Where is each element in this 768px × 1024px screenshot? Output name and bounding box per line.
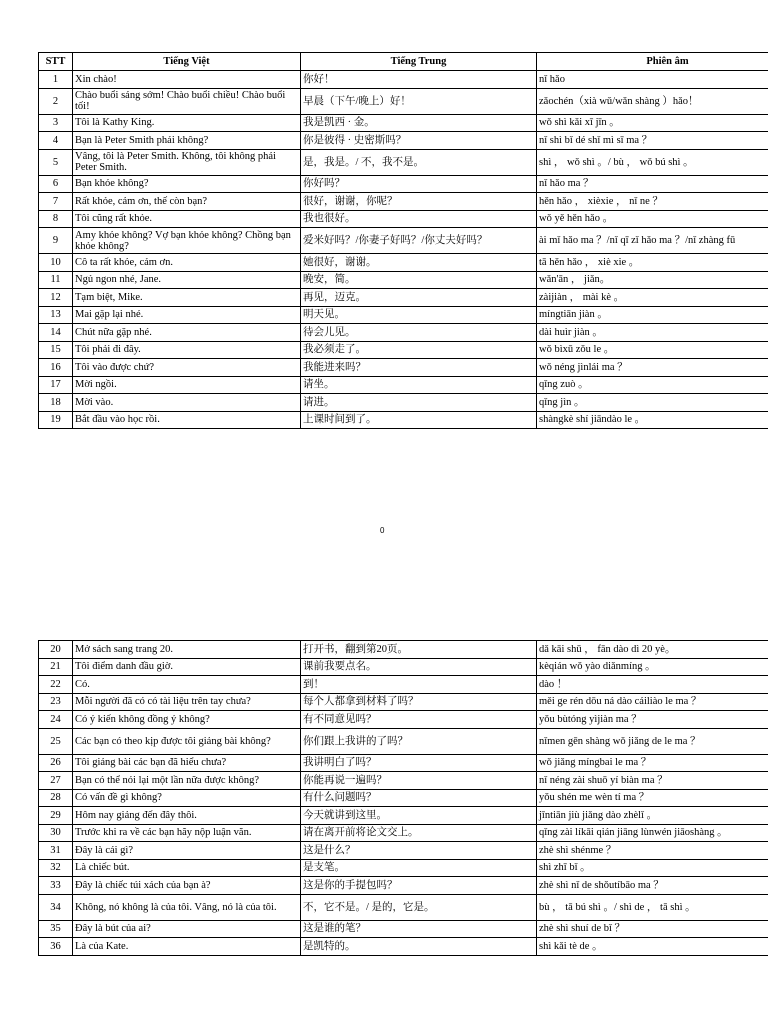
table-row (39, 676, 768, 694)
table-row (39, 658, 768, 676)
cell-tieng-trung: 请进。 (301, 394, 537, 412)
phrase-table-2 (38, 640, 768, 956)
table-row (39, 228, 768, 254)
cell-tieng-trung: 我必须走了。 (301, 341, 537, 359)
cell-phien-am: hěn hǎo ， xièxie ， nǐ ne ？ (537, 193, 768, 211)
cell-phien-am: zhè shì shuí de bǐ ？ (537, 920, 768, 938)
table-row (39, 149, 768, 175)
header-tieng-viet: Tiếng Việt (73, 53, 301, 71)
cell-phien-am: wǒ shì kǎi xī jīn 。 (537, 114, 768, 132)
cell-stt: 6 (39, 175, 73, 193)
cell-stt: 29 (39, 807, 73, 825)
table-row (39, 920, 768, 938)
cell-tieng-viet: Xin chào! (73, 71, 301, 89)
cell-tieng-trung: 今天就讲到这里。 (301, 807, 537, 825)
cell-tieng-trung: 打开书，翻到第20页。 (301, 641, 537, 659)
cell-stt: 20 (39, 641, 73, 659)
cell-phien-am: shì ， wǒ shì 。/ bù ， wǒ bú shì 。 (537, 149, 768, 175)
cell-stt: 22 (39, 676, 73, 694)
table-row (39, 132, 768, 150)
cell-tieng-viet: Chút nữa gặp nhé. (73, 324, 301, 342)
cell-tieng-trung: 请坐。 (301, 376, 537, 394)
cell-stt: 12 (39, 289, 73, 307)
cell-stt: 21 (39, 658, 73, 676)
cell-phien-am: qǐng jìn 。 (537, 394, 768, 412)
cell-phien-am: wǎn'ān ， jiǎn。 (537, 271, 768, 289)
cell-tieng-viet: Đây là bút của ai? (73, 920, 301, 938)
table-row (39, 88, 768, 114)
phrase-table-1 (38, 52, 768, 429)
cell-stt: 8 (39, 210, 73, 228)
cell-stt: 5 (39, 149, 73, 175)
cell-phien-am: yǒu bùtóng yìjiàn ma ？ (537, 711, 768, 729)
cell-stt: 10 (39, 254, 73, 272)
table-row (39, 938, 768, 956)
table-row (39, 859, 768, 877)
table-row (39, 877, 768, 895)
cell-phien-am: qǐng zài líkāi qián jiāng lùnwén jiāoshàng 。 (537, 824, 768, 842)
cell-phien-am: wǒ yě hěn hǎo 。 (537, 210, 768, 228)
cell-phien-am: dǎ kāi shū ， fān dào dì 20 yè。 (537, 641, 768, 659)
cell-stt: 4 (39, 132, 73, 150)
cell-tieng-viet: Amy khỏe không? Vợ bạn khỏe không? Chồng bạn khỏe không? (73, 228, 301, 254)
cell-phien-am: nǐ néng zài shuō yí biàn ma ？ (537, 772, 768, 790)
cell-stt: 34 (39, 894, 73, 920)
cell-tieng-viet: Có vấn đề gì không? (73, 789, 301, 807)
cell-stt: 2 (39, 88, 73, 114)
cell-tieng-viet: Là của Kate. (73, 938, 301, 956)
cell-stt: 15 (39, 341, 73, 359)
cell-tieng-viet: Các bạn có theo kịp được tôi giảng bài không? (73, 728, 301, 754)
cell-stt: 25 (39, 728, 73, 754)
table-row (39, 271, 768, 289)
cell-tieng-trung: 是，我是。/ 不，我不是。 (301, 149, 537, 175)
header-stt: STT (39, 53, 73, 71)
cell-phien-am: zhè shì shénme ？ (537, 842, 768, 860)
cell-phien-am: shì zhī bǐ 。 (537, 859, 768, 877)
cell-phien-am: wǒ jiǎng míngbai le ma ？ (537, 754, 768, 772)
cell-phien-am: dài huìr jiàn 。 (537, 324, 768, 342)
cell-tieng-viet: Đây là chiếc túi xách của bạn à? (73, 877, 301, 895)
cell-stt: 31 (39, 842, 73, 860)
cell-stt: 7 (39, 193, 73, 211)
cell-tieng-trung: 待会儿见。 (301, 324, 537, 342)
cell-phien-am: měi ge rén dōu ná dào cáiliào le ma ？ (537, 693, 768, 711)
cell-phien-am: míngtiān jiàn 。 (537, 306, 768, 324)
cell-stt: 33 (39, 877, 73, 895)
table-row (39, 394, 768, 412)
cell-tieng-viet: Tôi phải đi đây. (73, 341, 301, 359)
cell-phien-am: ài mǐ hǎo ma ？/nǐ qī zǐ hǎo ma ？/nǐ zhàng fū (537, 228, 768, 254)
cell-stt: 36 (39, 938, 73, 956)
cell-phien-am: zhè shì nǐ de shǒutíbāo ma ？ (537, 877, 768, 895)
table-row (39, 359, 768, 377)
cell-tieng-trung: 是凯特的。 (301, 938, 537, 956)
table-row (39, 411, 768, 429)
cell-tieng-viet: Cô ta rất khỏe, cảm ơn. (73, 254, 301, 272)
cell-tieng-viet: Tôi giảng bài các bạn đã hiểu chưa? (73, 754, 301, 772)
cell-phien-am: bù ， tā bú shì 。/ shì de ， tā shì 。 (537, 894, 768, 920)
table-row (39, 193, 768, 211)
cell-stt: 11 (39, 271, 73, 289)
cell-stt: 30 (39, 824, 73, 842)
cell-phien-am: tā hěn hǎo ， xiè xie 。 (537, 254, 768, 272)
cell-tieng-trung: 每个人都拿到材料了吗？ (301, 693, 537, 711)
cell-stt: 16 (39, 359, 73, 377)
cell-tieng-trung: 你是彼得 · 史密斯吗？ (301, 132, 537, 150)
table-row (39, 210, 768, 228)
header-phien-am: Phiên âm (537, 53, 768, 71)
cell-stt: 13 (39, 306, 73, 324)
cell-tieng-trung: 晚安，简。 (301, 271, 537, 289)
cell-tieng-trung: 爱米好吗？/你妻子好吗？/你丈夫好吗？ (301, 228, 537, 254)
cell-stt: 17 (39, 376, 73, 394)
cell-stt: 35 (39, 920, 73, 938)
table-row (39, 693, 768, 711)
cell-tieng-trung: 早晨（下午/晚上）好！ (301, 88, 537, 114)
cell-stt: 9 (39, 228, 73, 254)
cell-phien-am: dào ！ (537, 676, 768, 694)
cell-phien-am: kèqián wǒ yào diǎnmíng 。 (537, 658, 768, 676)
cell-tieng-viet: Đây là cái gì? (73, 842, 301, 860)
cell-tieng-viet: Là chiếc bút. (73, 859, 301, 877)
cell-tieng-trung: 我能进来吗？ (301, 359, 537, 377)
cell-phien-am: nǐ shì bǐ dé shǐ mì sī ma ？ (537, 132, 768, 150)
cell-stt: 1 (39, 71, 73, 89)
cell-tieng-viet: Hôm nay giảng đến đây thôi. (73, 807, 301, 825)
cell-tieng-trung: 她很好，谢谢。 (301, 254, 537, 272)
cell-tieng-trung: 到！ (301, 676, 537, 694)
table-row (39, 71, 768, 89)
cell-tieng-trung: 你好！ (301, 71, 537, 89)
cell-tieng-viet: Bạn là Peter Smith phải không? (73, 132, 301, 150)
cell-stt: 24 (39, 711, 73, 729)
table-row (39, 842, 768, 860)
cell-tieng-viet: Rất khỏe, cảm ơn, thế còn bạn? (73, 193, 301, 211)
header-tieng-trung: Tiếng Trung (301, 53, 537, 71)
cell-tieng-trung: 你好吗？ (301, 175, 537, 193)
cell-tieng-viet: Có ý kiến không đồng ý không? (73, 711, 301, 729)
table-row (39, 772, 768, 790)
cell-tieng-viet: Mời vào. (73, 394, 301, 412)
cell-tieng-viet: Vâng, tôi là Peter Smith. Không, tôi không phải Peter Smith. (73, 149, 301, 175)
table-row (39, 341, 768, 359)
cell-tieng-viet: Bắt đầu vào học rồi. (73, 411, 301, 429)
table-row (39, 641, 768, 659)
cell-tieng-trung: 你能再说一遍吗？ (301, 772, 537, 790)
cell-tieng-viet: Trước khi ra về các bạn hãy nộp luận văn. (73, 824, 301, 842)
cell-phien-am: wǒ bìxū zǒu le 。 (537, 341, 768, 359)
table-row (39, 824, 768, 842)
cell-stt: 14 (39, 324, 73, 342)
cell-phien-am: wǒ néng jìnlái ma ？ (537, 359, 768, 377)
cell-phien-am: shàngkè shí jiāndào le 。 (537, 411, 768, 429)
cell-tieng-viet: Ngủ ngon nhé, Jane. (73, 271, 301, 289)
cell-tieng-viet: Không, nó không là của tôi. Vâng, nó là của tôi. (73, 894, 301, 920)
cell-phien-am: qǐng zuò 。 (537, 376, 768, 394)
cell-stt: 28 (39, 789, 73, 807)
table-row (39, 789, 768, 807)
table-row (39, 754, 768, 772)
table-row (39, 306, 768, 324)
cell-phien-am: zǎochén（xià wǔ/wǎn shàng ）hǎo！ (537, 88, 768, 114)
cell-tieng-viet: Có. (73, 676, 301, 694)
table-row (39, 114, 768, 132)
cell-tieng-viet: Mỗi người đã có có tài liệu trên tay chưa? (73, 693, 301, 711)
cell-tieng-trung: 你们跟上我讲的了吗？ (301, 728, 537, 754)
cell-tieng-trung: 请在离开前将论文交上。 (301, 824, 537, 842)
cell-stt: 18 (39, 394, 73, 412)
table-header-row (39, 53, 768, 71)
cell-phien-am: shì kǎi tè de 。 (537, 938, 768, 956)
cell-tieng-viet: Bạn khỏe không? (73, 175, 301, 193)
cell-stt: 23 (39, 693, 73, 711)
cell-tieng-trung: 这是谁的笔？ (301, 920, 537, 938)
cell-tieng-viet: Bạn có thể nói lại một lần nữa được không? (73, 772, 301, 790)
cell-tieng-viet: Tôi điểm danh đầu giờ. (73, 658, 301, 676)
cell-tieng-viet: Mời ngồi. (73, 376, 301, 394)
cell-tieng-trung: 这是你的手提包吗？ (301, 877, 537, 895)
cell-phien-am: yǒu shén me wèn tí ma ？ (537, 789, 768, 807)
table-row (39, 894, 768, 920)
table-row (39, 376, 768, 394)
table-row (39, 289, 768, 307)
cell-stt: 3 (39, 114, 73, 132)
page-number: 0 (380, 526, 385, 535)
cell-tieng-trung: 课前我要点名。 (301, 658, 537, 676)
cell-tieng-viet: Tạm biệt, Mike. (73, 289, 301, 307)
cell-tieng-trung: 这是什么？ (301, 842, 537, 860)
cell-tieng-trung: 是支笔。 (301, 859, 537, 877)
cell-tieng-viet: Mở sách sang trang 20. (73, 641, 301, 659)
table-row (39, 728, 768, 754)
cell-tieng-trung: 我讲明白了吗？ (301, 754, 537, 772)
cell-phien-am: nǐmen gēn shàng wǒ jiǎng de le ma ？ (537, 728, 768, 754)
cell-stt: 26 (39, 754, 73, 772)
cell-tieng-viet: Mai gặp lại nhé. (73, 306, 301, 324)
cell-tieng-trung: 明天见。 (301, 306, 537, 324)
cell-stt: 19 (39, 411, 73, 429)
table-row (39, 324, 768, 342)
cell-tieng-trung: 我是凯西 · 金。 (301, 114, 537, 132)
cell-phien-am: jīntiān jiù jiǎng dào zhèlǐ 。 (537, 807, 768, 825)
cell-tieng-trung: 很好，谢谢，你呢？ (301, 193, 537, 211)
table-row (39, 807, 768, 825)
cell-tieng-trung: 上课时间到了。 (301, 411, 537, 429)
cell-tieng-trung: 我也很好。 (301, 210, 537, 228)
table-row (39, 254, 768, 272)
cell-stt: 27 (39, 772, 73, 790)
cell-tieng-viet: Tôi cũng rất khỏe. (73, 210, 301, 228)
cell-tieng-trung: 再见，迈克。 (301, 289, 537, 307)
cell-tieng-viet: Chào buổi sáng sớm! Chào buổi chiều! Chào buổi tối! (73, 88, 301, 114)
cell-tieng-trung: 不，它不是。/ 是的，它是。 (301, 894, 537, 920)
cell-tieng-trung: 有不同意见吗？ (301, 711, 537, 729)
cell-tieng-trung: 有什么问题吗？ (301, 789, 537, 807)
cell-tieng-viet: Tôi vào được chứ? (73, 359, 301, 377)
cell-phien-am: nǐ hǎo ma ？ (537, 175, 768, 193)
cell-tieng-viet: Tôi là Kathy King. (73, 114, 301, 132)
cell-phien-am: zàijiàn ， mài kè 。 (537, 289, 768, 307)
table-row (39, 175, 768, 193)
table-row (39, 711, 768, 729)
cell-stt: 32 (39, 859, 73, 877)
cell-phien-am: nǐ hǎo (537, 71, 768, 89)
